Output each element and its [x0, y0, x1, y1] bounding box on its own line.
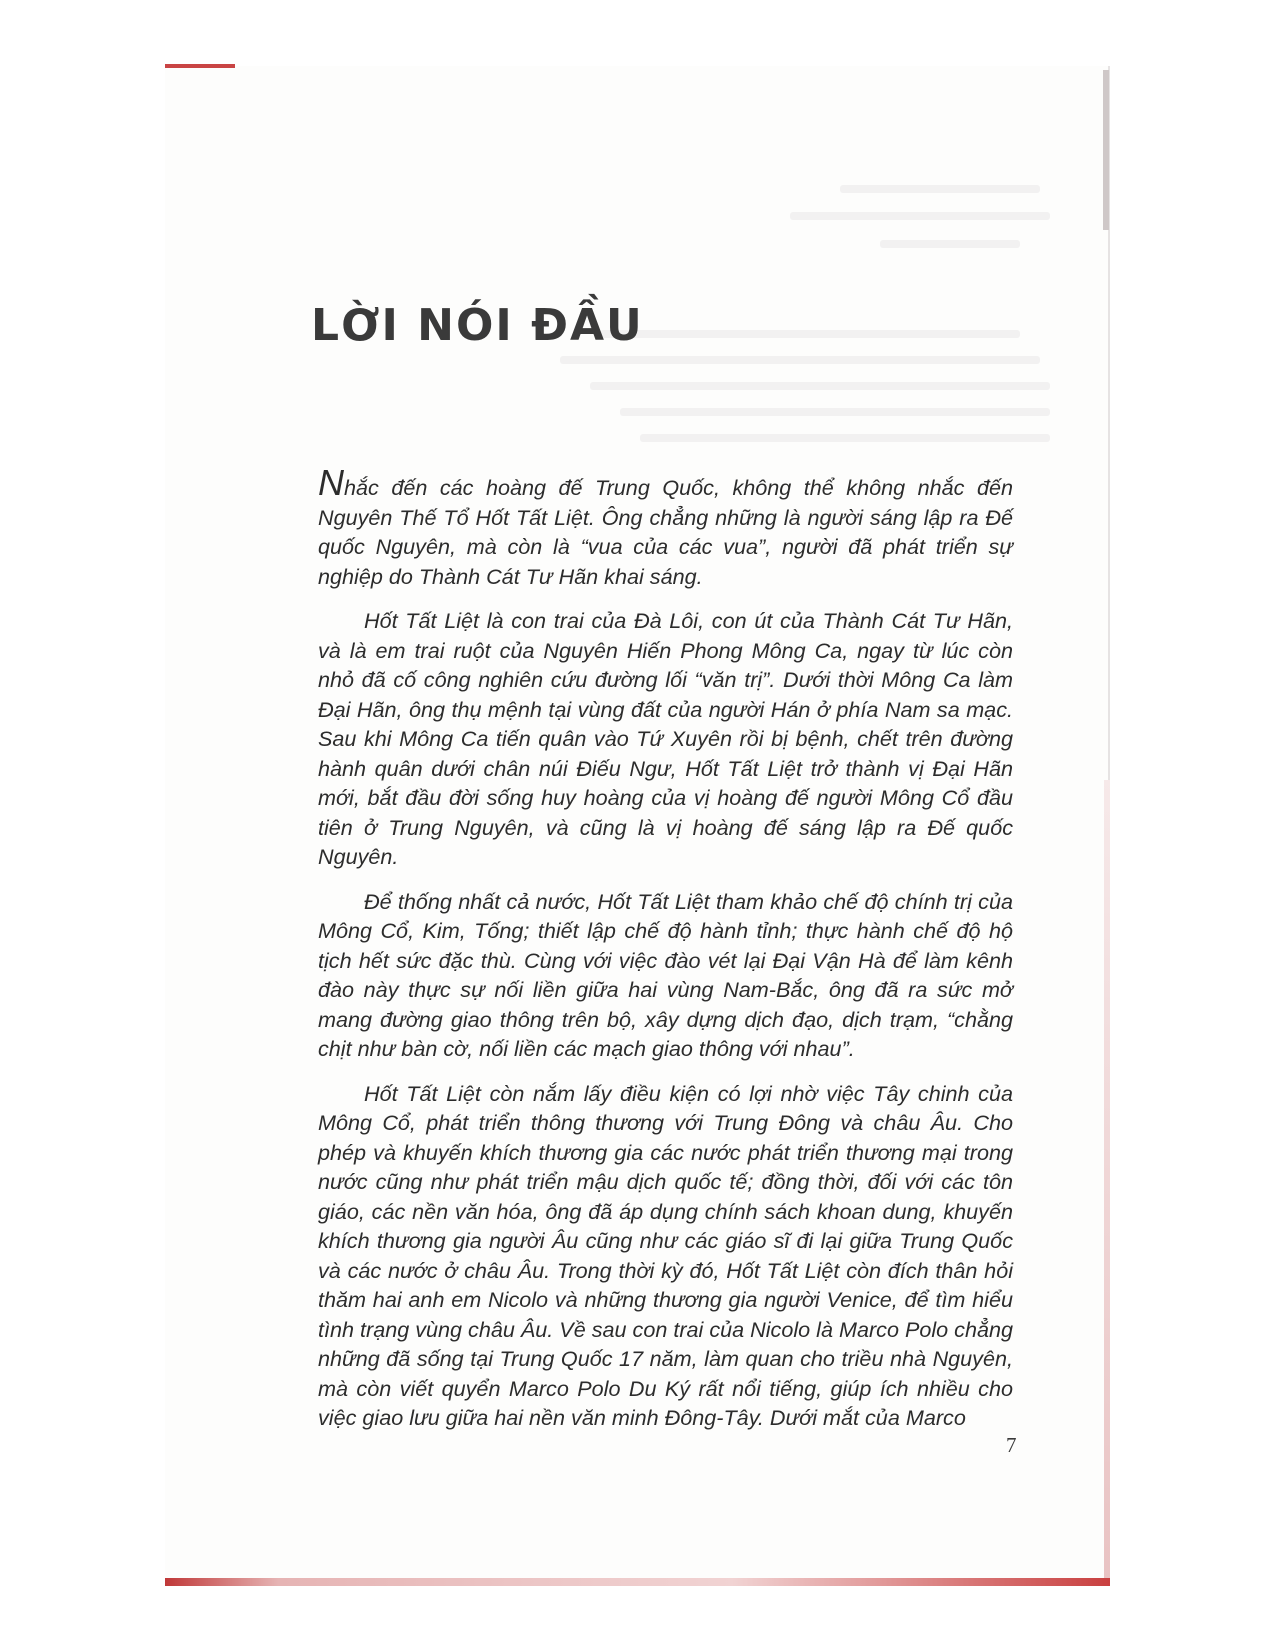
- page-title: LỜI NÓI ĐẦU: [311, 300, 644, 351]
- page-edge-right-cover: [1104, 780, 1110, 1580]
- drop-cap: N: [318, 462, 344, 503]
- paragraph-1-text: hắc đến các hoàng đế Trung Quốc, không thể không nhắc đến Nguyên Thế Tổ Hốt Tất Liệt. Ông chẳng những là người sáng lập ra Đế quốc Nguyên, mà còn là “vua của các vua”, người đã phát triển sự nghiệp do Thành Cát Tư Hãn khai sáng.: [318, 475, 1013, 589]
- page-edge-top: [165, 64, 235, 68]
- paragraph-3: Để thống nhất cả nước, Hốt Tất Liệt tham khảo chế độ chính trị của Mông Cổ, Kim, Tống; thiết lập chế độ hành tỉnh; thực hành chế độ hộ tịch hết sức đặc thù. Cùng với việc đào vét lại Đại Vận Hà để làm kênh đào này thực sự nối liền giữa hai vùng Nam-Bắc, ông đã ra sức mở mang đường giao thông trên bộ, xây dựng dịch đạo, dịch trạm, “chằng chịt như bàn cờ, nối liền các mạch giao thông với nhau”.: [318, 888, 1013, 1061]
- paragraph-2: Hốt Tất Liệt là con trai của Đà Lôi, con út của Thành Cát Tư Hãn, và là em trai ruột của Nguyên Hiến Phong Mông Ca, ngay từ lúc còn nhỏ đã cố công nghiên cứu đường lối “văn trị”. Dưới thời Mông Ca làm Đại Hãn, ông thụ mệnh tại vùng đất của người Hán ở phía Nam sa mạc. Sau khi Mông Ca tiến quân vào Tứ Xuyên rồi bị bệnh, chết trên đường hành quân dưới chân núi Điếu Ngư, Hốt Tất Liệt trở thành vị Đại Hãn mới, bắt đầu đời sống huy hoàng của vị hoàng đế người Mông Cổ đầu tiên ở Trung Nguyên, và cũng là vị hoàng đế sáng lập ra Đế quốc Nguyên.: [318, 608, 1013, 869]
- page-edge-right: [1103, 70, 1109, 230]
- paragraph-4: Hốt Tất Liệt còn nắm lấy điều kiện có lợi nhờ việc Tây chinh của Mông Cổ, phát triển thông thương với Trung Đông và châu Âu. Cho phép và khuyến khích thương gia các nước phát triển thương mại trong nước cũng như phát triển mậu dịch quốc tế; đồng thời, đối với các tôn giáo, các nền văn hóa, ông đã áp dụng chính sách khoan dung, khuyến khích thương gia người Âu cũng như các giáo sĩ đi lại giữa Trung Quốc và các nước ở châu Âu. Trong thời kỳ đó, Hốt Tất Liệt còn đích thân hỏi thăm hai anh em Nicolo và những thương gia người Venice, để tìm hiểu tình trạng vùng châu Âu. Về sau con trai của Nicolo là Marco Polo chẳng những đã sống tại Trung Quốc 17 năm, làm quan cho triều nhà Nguyên, mà còn viết quyển Marco Polo Du Ký rất nổi tiếng, giúp ích nhiều cho việc giao lưu giữa hai nền văn minh Đông-Tây. Dưới mắt của Marco: [318, 1080, 1014, 1430]
- page-edge-bottom: [165, 1578, 1110, 1586]
- page-number: 7: [1006, 1433, 1017, 1457]
- paragraph-1: [318, 462, 1013, 591]
- body-text: [318, 462, 1014, 1448]
